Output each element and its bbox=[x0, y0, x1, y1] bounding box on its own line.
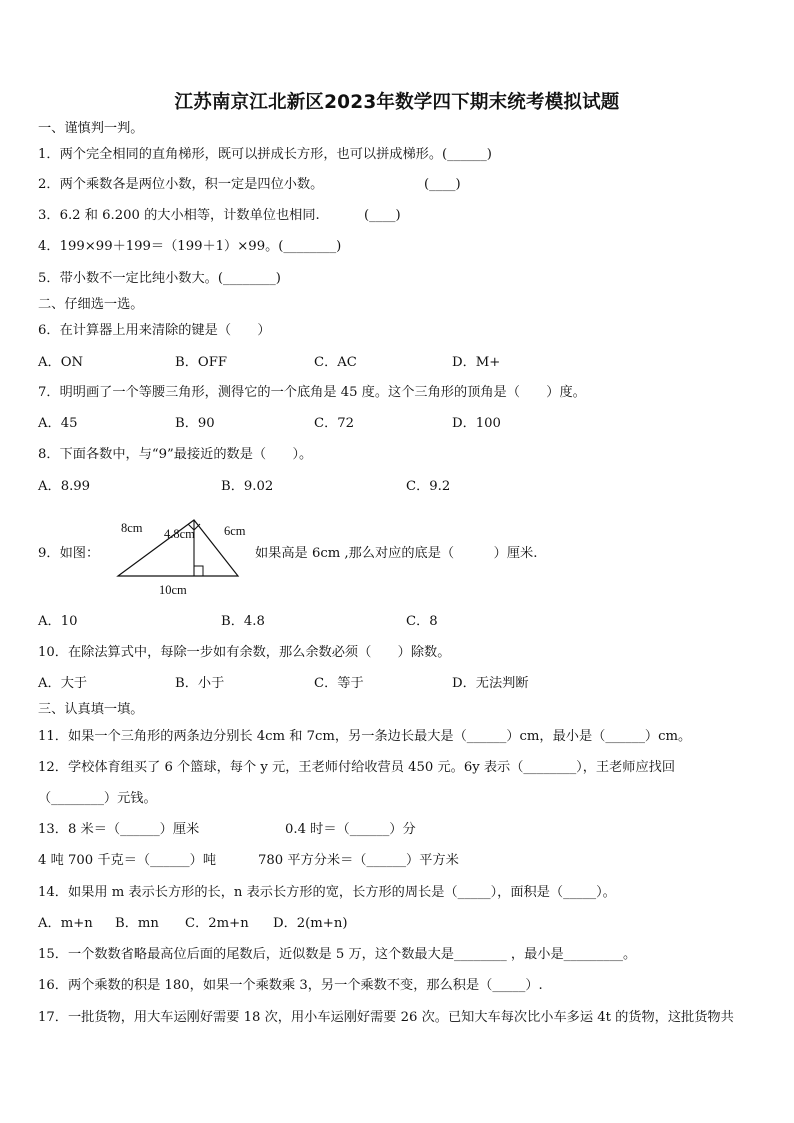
q14-option-d: D．2(m+n) bbox=[273, 916, 348, 931]
q6-option-b: B．OFF bbox=[175, 355, 227, 370]
q8-option-c: C．9.2 bbox=[406, 479, 451, 494]
question-1: 1．两个完全相同的直角梯形，既可以拼成长方形，也可以拼成梯形。(______) bbox=[38, 147, 492, 162]
label-base: 10cm bbox=[159, 583, 187, 597]
question-9-lead: 9．如图： bbox=[38, 546, 100, 561]
question-15: 15．一个数数省略最高位后面的尾数后，近似数是 5 万，这个数最大是________ ，最小是_________。 bbox=[38, 947, 637, 962]
question-2: 2．两个乘数各是两位小数，积一定是四位小数。 bbox=[38, 177, 324, 192]
question-8: 8．下面各数中，与“9”最接近的数是（ ）。 bbox=[38, 447, 313, 462]
q7-option-a: A．45 bbox=[38, 416, 78, 431]
q14-option-a: A．m+n bbox=[38, 916, 93, 931]
q6-option-d: D．M+ bbox=[452, 355, 501, 370]
page-title: 江苏南京江北新区2023年数学四下期末统考模拟试题 bbox=[174, 92, 620, 113]
q9-option-c: C．8 bbox=[406, 614, 438, 629]
q6-option-c: C．AC bbox=[314, 355, 357, 370]
question-4: 4．199×99＋199＝（199＋1）×99。(________) bbox=[38, 239, 342, 254]
question-17: 17．一批货物，用大车运刚好需要 18 次，用小车运刚好需要 26 次。已知大车每次比小车多运 4t 的货物，这批货物共 bbox=[38, 1010, 734, 1025]
q8-option-a: A．8.99 bbox=[38, 479, 91, 494]
question-16: 16．两个乘数的积是 180，如果一个乘数乘 3，另一个乘数不变，那么积是（_____）. bbox=[38, 978, 543, 993]
question-13-d: 780 平方分米＝（______）平方米 bbox=[258, 853, 459, 868]
q9-option-b: B．4.8 bbox=[221, 614, 265, 629]
question-9-text: 如果高是 6cm ,那么对应的底是（ ）厘米. bbox=[255, 546, 538, 561]
question-6: 6．在计算器上用来清除的键是（ ） bbox=[38, 323, 271, 338]
q8-option-b: B．9.02 bbox=[221, 479, 274, 494]
question-11: 11．如果一个三角形的两条边分别长 4cm 和 7cm，另一条边长最大是（______）cm，最小是（______）cm。 bbox=[38, 729, 692, 744]
question-12-cont: （________）元钱。 bbox=[38, 791, 157, 806]
q10-option-d: D．无法判断 bbox=[452, 676, 529, 691]
q9-option-a: A．10 bbox=[38, 614, 78, 629]
q7-option-c: C．72 bbox=[314, 416, 355, 431]
question-3-answer-blank: (____) bbox=[364, 208, 401, 223]
question-3: 3．6.2 和 6.200 的大小相等，计数单位也相同. bbox=[38, 208, 320, 223]
q14-option-b: B．mn bbox=[115, 916, 159, 931]
question-7: 7．明明画了一个等腰三角形，测得它的一个底角是 45 度。这个三角形的顶角是（ ）度。 bbox=[38, 385, 586, 400]
question-10: 10．在除法算式中，每除一步如有余数，那么余数必须（ ）除数。 bbox=[38, 645, 451, 660]
q10-option-c: C．等于 bbox=[314, 676, 364, 691]
q14-option-c: C．2m+n bbox=[185, 916, 249, 931]
label-side-right: 6cm bbox=[224, 524, 246, 538]
question-2-answer-blank: (____) bbox=[424, 177, 461, 192]
q7-option-d: D．100 bbox=[452, 416, 501, 431]
question-12: 12．学校体育组买了 6 个篮球，每个 y 元，王老师付给收营员 450 元。6y 表示（________），王老师应找回 bbox=[38, 760, 676, 775]
question-5: 5．带小数不一定比纯小数大。(________) bbox=[38, 271, 281, 286]
q10-option-a: A．大于 bbox=[38, 676, 88, 691]
question-14: 14．如果用 m 表示长方形的长，n 表示长方形的宽，长方形的周长是（_____），面积是（_____）。 bbox=[38, 885, 616, 900]
q10-option-b: B．小于 bbox=[175, 676, 225, 691]
section-heading-judge: 一、谨慎判一判。 bbox=[38, 121, 144, 136]
question-13-b: 0.4 时＝（______）分 bbox=[285, 822, 416, 837]
question-13-c: 4 吨 700 千克＝（______）吨 bbox=[38, 853, 217, 868]
label-side-left: 8cm bbox=[121, 521, 143, 535]
right-angle-mark-base bbox=[194, 566, 203, 576]
section-heading-choice: 二、仔细选一选。 bbox=[38, 297, 144, 312]
q6-option-a: A．ON bbox=[38, 355, 84, 370]
question-13-a: 13．8 米＝（______）厘米 bbox=[38, 822, 200, 837]
q7-option-b: B．90 bbox=[175, 416, 215, 431]
label-height: 4.8cm bbox=[164, 527, 195, 541]
section-heading-fill: 三、认真填一填。 bbox=[38, 702, 144, 717]
